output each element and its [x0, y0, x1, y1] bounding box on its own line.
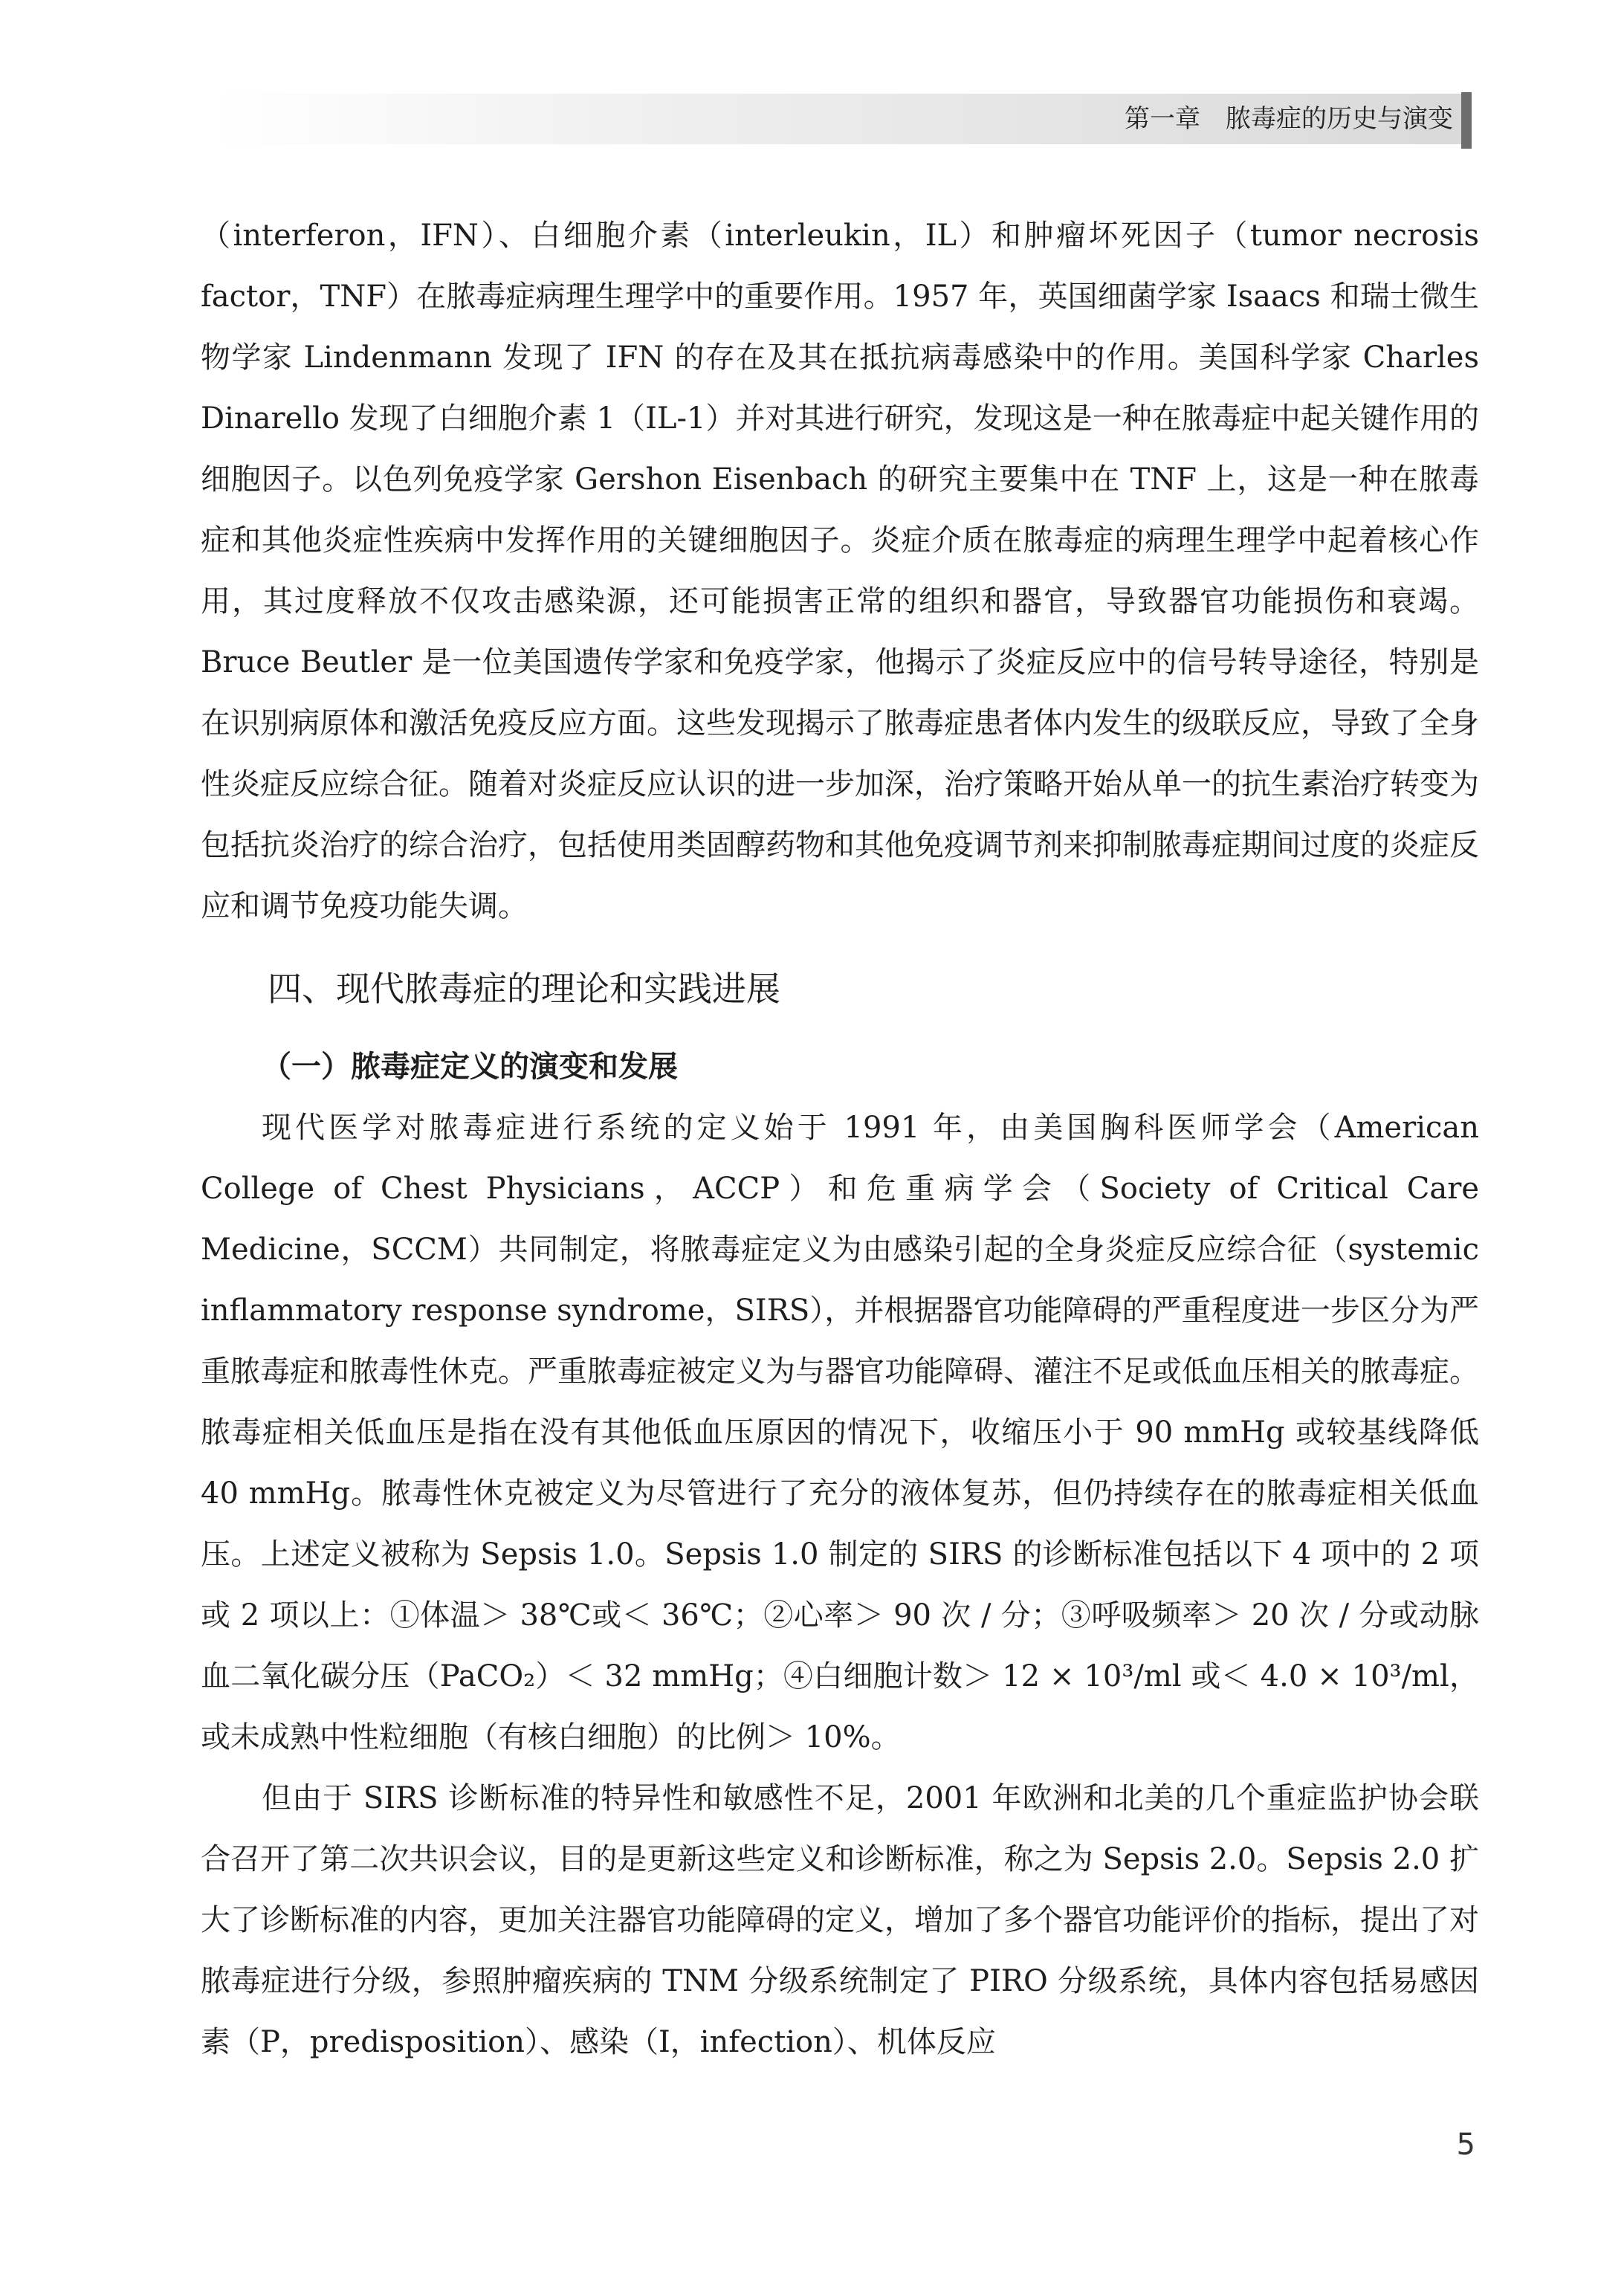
paragraph-continued: （interferon，IFN）、白细胞介素（interleukin，IL）和肿瘤坏死因子（tumor necrosis factor，TNF）在脓毒症病理生理学中的重要作用。1957 年，英国细菌学家 Isaacs 和瑞士微生物学家 Lindenmann 发现了 IFN 的存在及其在抵抗病毒感染中的作用。美国科学家 Charles Dinarello 发现了白细胞介素 1（IL-1）并对其进行研究，发现这是一种在脓毒症中起关键作用的细胞因子。以色列免疫学家 Gershon Eisenbach 的研究主要集中在 TNF 上，这是一种在脓毒症和其他炎症性疾病中发挥作用的关键细胞因子。炎症介质在脓毒症的病理生理学中起着核心作用，其过度释放不仅攻击感染源，还可能损害正常的组织和器官，导致器官功能损伤和衰竭。Bruce Beutler 是一位美国遗传学家和免疫学家，他揭示了炎症反应中的信号转导途径，特别是在识别病原体和激活免疫反应方面。这些发现揭示了脓毒症患者体内发生的级联反应，导致了全身性炎症反应综合征。随着对炎症反应认识的进一步加深，治疗策略开始从单一的抗生素治疗转变为包括抗炎治疗的综合治疗，包括使用类固醇药物和其他免疫调节剂来抑制脓毒症期间过度的炎症反应和调节免疫功能失调。 [201, 219, 1479, 923]
paragraph-sepsis-1: 现代医学对脓毒症进行系统的定义始于 1991 年，由美国胸科医师学会（American College of Chest Physicians，ACCP）和危重病学会（Society of Critical Care Medicine，SCCM）共同制定，将脓毒症定义为由感染引起的全身炎症反应综合征（systemic inflammatory response syndrome，SIRS），并根据器官功能障碍的严重程度进一步区分为严重脓毒症和脓毒性休克。严重脓毒症被定义为与器官功能障碍、灌注不足或低血压相关的脓毒症。脓毒症相关低血压是指在没有其他低血压原因的情况下，收缩压小于 90 mmHg 或较基线降低 40 mmHg。脓毒性休克被定义为尽管进行了充分的液体复苏，但仍持续存在的脓毒症相关低血压。上述定义被称为 Sepsis 1.0。Sepsis 1.0 制定的 SIRS 的诊断标准包括以下 4 项中的 2 项或 2 项以上：①体温＞ 38℃或＜ 36℃；②心率＞ 90 次 / 分；③呼吸频率＞ 20 次 / 分或动脉血二氧化碳分压（PaCO₂）＜ 32 mmHg；④白细胞计数＞ 12 × 10³/ml 或＜ 4.0 × 10³/ml，或未成熟中性粒细胞（有核白细胞）的比例＞ 10%。 [201, 1111, 1479, 1754]
page-number: 5 [1456, 2128, 1475, 2162]
section-heading: 四、现代脓毒症的理论和实践进展 [268, 969, 780, 1009]
page-body [201, 205, 1479, 2073]
running-header-accent [1461, 92, 1472, 149]
running-header-chapter-title: 第一章 脓毒症的历史与演变 [1125, 104, 1453, 134]
paragraph-sepsis-2: 但由于 SIRS 诊断标准的特异性和敏感性不足，2001 年欧洲和北美的几个重症监护协会联合召开了第二次共识会议，目的是更新这些定义和诊断标准，称之为 Sepsis 2.0。Sepsis 2.0 扩大了诊断标准的内容，更加关注器官功能障碍的定义，增加了多个器官功能评价的指标，提出了对脓毒症进行分级，参照肿瘤疾病的 TNM 分级系统制定了 PIRO 分级系统，具体内容包括易感因素（P，predisposition）、感染（I，infection）、机体反应 [201, 1781, 1479, 2059]
subsection-heading: （一）脓毒症定义的演变和发展 [262, 1049, 678, 1084]
